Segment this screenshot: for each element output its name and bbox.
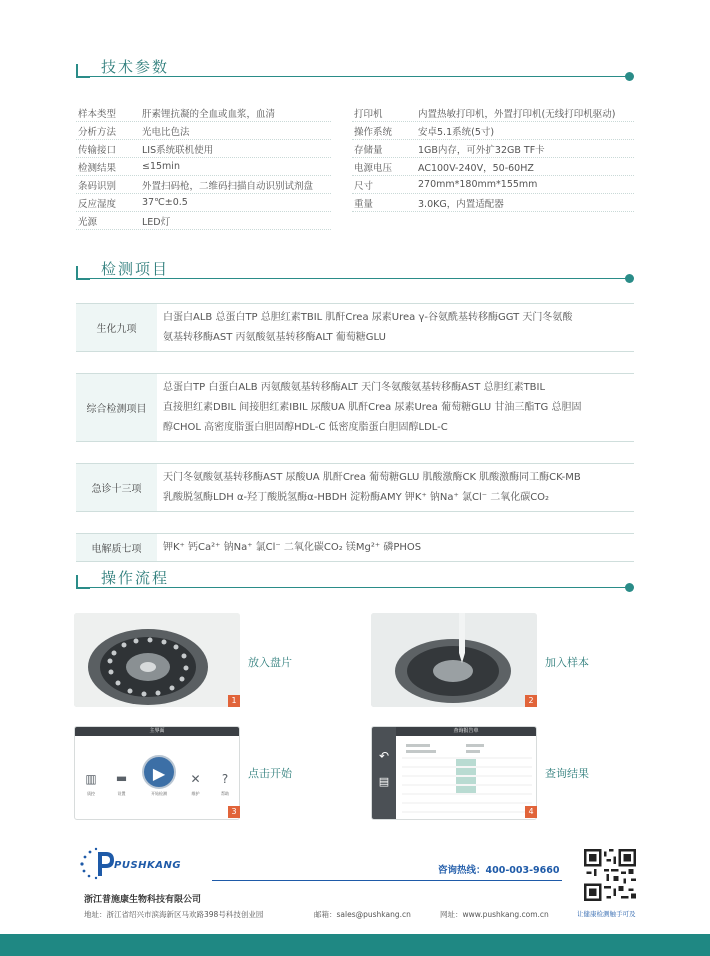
printer-icon: ▤ (378, 775, 390, 788)
screen-title-bar: 主界面 (75, 727, 239, 736)
section-heading: 检测项目 (101, 260, 170, 278)
spec-key: 条码识别 (78, 180, 117, 192)
qr-code-icon (584, 849, 636, 901)
step-screen-results (371, 726, 537, 820)
screen-icon-tile[interactable] (186, 769, 206, 797)
spec-value: 内置热敏打印机，外置打印机(无线打印机驱动) (418, 108, 616, 120)
step-badge: 3 (228, 806, 240, 818)
spec-row (352, 158, 634, 176)
spec-row (352, 122, 634, 140)
spec-value: 37℃±0.5 (142, 197, 188, 208)
step-badge: 4 (525, 806, 537, 818)
screen-icon-row (81, 755, 235, 797)
spec-value: 外置扫码枪，二维码扫描自动识别试剂盘 (142, 180, 314, 192)
spec-value: ≤15min (142, 161, 180, 172)
table-gap (76, 351, 634, 373)
test-row (76, 303, 634, 351)
spec-key: 传输接口 (78, 144, 117, 156)
section-line (90, 76, 628, 77)
spec-key: 尺寸 (354, 180, 374, 192)
screen-icon-label: 维护 (191, 791, 200, 796)
step-photo-sample (371, 613, 537, 707)
spec-key: 打印机 (354, 108, 383, 120)
play-icon: ▶ (142, 755, 176, 789)
step-badge: 1 (228, 695, 240, 707)
barcode-icon: ▥ (85, 772, 97, 786)
pipette-disc-icon (371, 613, 537, 707)
company-email[interactable]: 邮箱：sales@pushkang.cn (314, 910, 411, 919)
screen-icon-label: 设置 (117, 791, 126, 796)
brand-logo (76, 846, 206, 880)
spec-row (352, 176, 634, 194)
test-items-line: 白蛋白ALB 总蛋白TP 总胆红素TBIL 肌酐Crea 尿素Urea γ-谷氨酰基转移酶GGT 天门冬氨酸 (163, 312, 573, 323)
tools-icon: ✕ (190, 772, 201, 786)
screen-icon-label: 帮助 (221, 791, 229, 796)
spec-key: 分析方法 (78, 126, 117, 138)
spec-value: 270mm*180mm*155mm (418, 179, 538, 190)
test-items-line: 直接胆红素DBIL 间接胆红素IBIL 尿酸UA 肌酐Crea 尿素Urea 葡萄糖GLU 甘油三酯TG 总胆固 (163, 402, 582, 413)
table-bottom (76, 561, 634, 562)
screen-icon-label: 开始检测 (151, 791, 167, 796)
section-dot (625, 72, 634, 81)
step-label: 查询结果 (545, 767, 589, 780)
section-bracket (76, 575, 90, 589)
spec-row (76, 140, 331, 158)
spec-row (76, 212, 331, 230)
section-dot (625, 274, 634, 283)
spec-value: 光电比色法 (142, 126, 190, 138)
company-name: 浙江普施康生物科技有限公司 (84, 895, 202, 905)
section-dot (625, 583, 634, 592)
spec-key: 反应湿度 (78, 198, 117, 210)
spec-key: 检测结果 (78, 162, 117, 174)
footer-divider (212, 880, 562, 881)
hotline: 咨询热线：400-003-9660 (438, 865, 560, 876)
reagent-disc-icon (74, 613, 240, 707)
test-category: 生化九项 (76, 304, 157, 351)
section-line (90, 587, 628, 588)
spec-value: LED灯 (142, 216, 171, 228)
spec-row (76, 176, 331, 194)
step-photo-disc (74, 613, 240, 707)
result-table-icon (402, 740, 532, 818)
screen-side-bar (372, 727, 396, 820)
step-badge: 2 (525, 695, 537, 707)
qr-caption: 让健康检测触手可及 (577, 910, 636, 918)
spec-table-left (76, 104, 331, 230)
test-row (76, 533, 634, 561)
step-screen-main (74, 726, 240, 820)
spec-value: 3.0KG，内置适配器 (418, 198, 504, 210)
spec-key: 电源电压 (354, 162, 393, 174)
spec-row (76, 104, 331, 122)
spec-key: 重量 (354, 198, 374, 210)
screen-icon-tile[interactable] (81, 769, 101, 797)
test-category: 电解质七项 (76, 534, 157, 561)
table-gap (76, 441, 634, 463)
test-items-line: 氨基转移酶AST 丙氨酸氨基转移酶ALT 葡萄糖GLU (163, 332, 386, 343)
test-items (157, 374, 634, 441)
step-label: 放入盘片 (248, 656, 292, 669)
spec-value: 肝素锂抗凝的全血或血浆，血清 (142, 108, 276, 120)
test-items-line: 钾K⁺ 钙Ca²⁺ 钠Na⁺ 氯Cl⁻ 二氧化碳CO₂ 镁Mg²⁺ 磷PHOS (163, 542, 422, 553)
spec-value: AC100V-240V，50-60HZ (418, 162, 534, 174)
brand-name: PUSHKANG (114, 860, 182, 871)
settings-icon: ▬ (115, 771, 128, 785)
section-title-specs (76, 56, 636, 86)
spec-value: 1GB内存，可外扩32GB TF卡 (418, 144, 545, 156)
test-items (157, 534, 634, 561)
section-heading: 技术参数 (101, 58, 170, 76)
section-line (90, 278, 628, 279)
test-row (76, 463, 634, 511)
test-items-line: 乳酸脱氢酶LDH α-羟丁酸脱氢酶α-HBDH 淀粉酶AMY 钾K⁺ 钠Na⁺ 氯Cl⁻ 二氧化碳CO₂ (163, 492, 550, 503)
spec-table-right (352, 104, 634, 212)
section-bracket (76, 64, 90, 78)
test-items-line: 总蛋白TP 白蛋白ALB 丙氨酸氨基转移酶ALT 天门冬氨酸氨基转移酶AST 总胆红素TBIL (163, 382, 546, 393)
screen-icon-label: 质控 (87, 791, 95, 796)
spec-key: 光源 (78, 216, 98, 228)
spec-row (76, 158, 331, 176)
screen-icon-tile[interactable] (142, 755, 176, 797)
spec-row (352, 194, 634, 212)
test-items (157, 464, 634, 511)
test-items-line: 醇CHOL 高密度脂蛋白胆固醇HDL-C 低密度脂蛋白胆固醇LDL-C (163, 422, 448, 433)
screen-title-bar: 查询报告单 (396, 727, 536, 736)
table-gap (76, 511, 634, 533)
test-items-line: 天门冬氨酸氨基转移酶AST 尿酸UA 肌酐Crea 葡萄糖GLU 肌酸激酶CK 肌酸激酶同工酶CK-MB (163, 472, 581, 483)
company-address: 地址：浙江省绍兴市滨海新区马欢路398号科技创业园 (84, 910, 264, 919)
section-title-process (76, 567, 636, 597)
section-heading: 操作流程 (101, 569, 170, 587)
company-website[interactable]: 网址：www.pushkang.com.cn (440, 910, 549, 919)
step-label: 点击开始 (248, 767, 292, 780)
back-arrow-icon: ↶ (378, 749, 390, 763)
footer-bar (0, 934, 710, 956)
spec-value: LIS系统联机使用 (142, 144, 214, 156)
spec-key: 样本类型 (78, 108, 117, 120)
test-category: 综合检测项目 (76, 374, 157, 441)
section-bracket (76, 266, 90, 280)
screen-icon-tile[interactable] (215, 769, 235, 797)
spec-row (76, 194, 331, 212)
screen-icon-tile[interactable] (111, 767, 133, 797)
spec-row (352, 104, 634, 122)
test-items (157, 304, 634, 351)
test-row (76, 373, 634, 441)
spec-key: 存储量 (354, 144, 383, 156)
test-category: 急诊十三项 (76, 464, 157, 511)
spec-row (76, 122, 331, 140)
help-icon: ? (221, 772, 229, 786)
spec-key: 操作系统 (354, 126, 393, 138)
step-label: 加入样本 (545, 656, 589, 669)
test-items-table (76, 303, 634, 562)
spec-row (352, 140, 634, 158)
spec-value: 安卓5.1系统(5寸) (418, 126, 495, 138)
section-title-tests (76, 258, 636, 288)
